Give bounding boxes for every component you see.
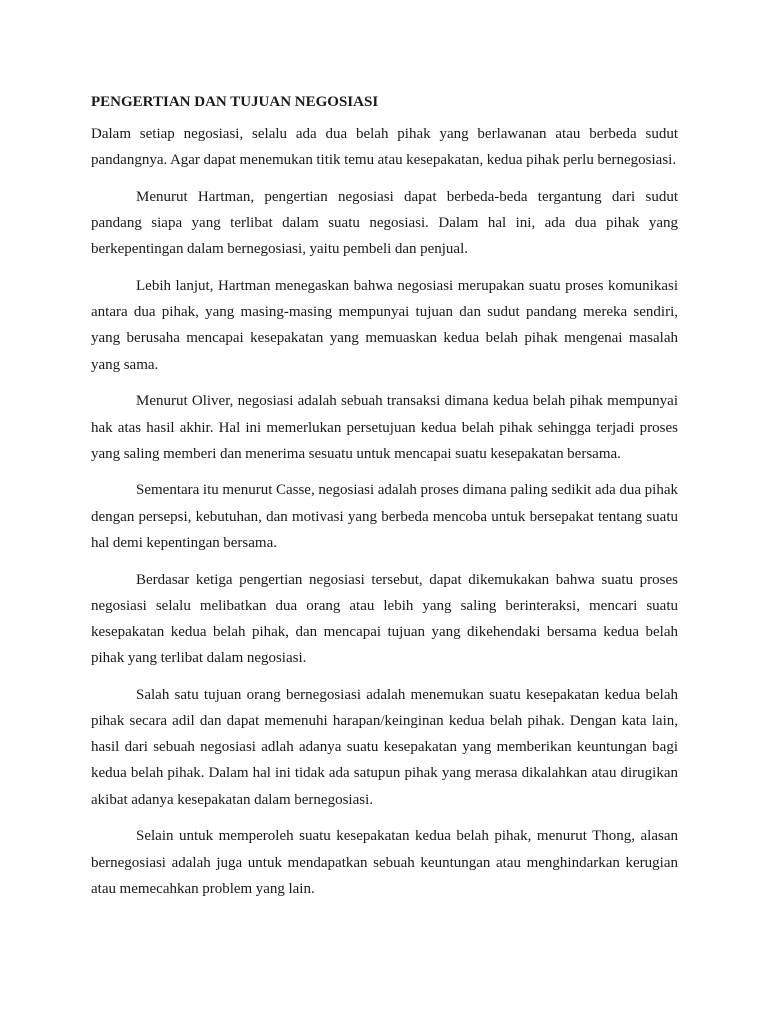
document-page — [91, 93, 678, 902]
paragraph-purpose: Salah satu tujuan orang bernegosiasi adalah menemukan suatu kesepakatan kedua belah pihak secara adil dan dapat memenuhi harapan/keinginan kedua belah pihak. Dengan kata lain, hasil dari sebuah negosiasi adlah adanya suatu kesepakatan yang memberikan keuntungan bagi kedua belah pihak. Dalam hal ini tidak ada satupun pihak yang merasa dikalahkan atau dirugikan akibat adanya kesepakatan dalam bernegosiasi. — [91, 686, 678, 808]
paragraph-conclusion: Berdasar ketiga pengertian negosiasi tersebut, dapat dikemukakan bahwa suatu proses negosiasi selalu melibatkan dua orang atau lebih yang saling berinteraksi, mencari suatu kesepakatan kedua belah pihak, dan mencapai tujuan yang dikehendaki bersama kedua belah pihak yang terlibat dalam negosiasi. — [91, 571, 678, 667]
paragraph-intro: Dalam setiap negosiasi, selalu ada dua belah pihak yang berlawanan atau berbeda sudut pandangnya. Agar dapat menemukan titik temu atau kesepakatan, kedua pihak perlu bernegosiasi. — [91, 126, 678, 169]
paragraph-hartman-process: Lebih lanjut, Hartman menegaskan bahwa negosiasi merupakan suatu proses komunikasi antara dua pihak, yang masing-masing mempunyai tujuan dan sudut pandang mereka sendiri, yang berusaha mencapai kesepakatan yang memuaskan kedua belah pihak mengenai masalah yang sama. — [91, 278, 678, 373]
paragraph-thong: Selain untuk memperoleh suatu kesepakatan kedua belah pihak, menurut Thong, alasan bernegosiasi adalah juga untuk mendapatkan sebuah keuntungan atau menghindarkan kerugian atau memecahkan problem yang lain. — [91, 828, 678, 897]
document-title: PENGERTIAN DAN TUJUAN NEGOSIASI — [91, 94, 379, 110]
paragraph-hartman-definition: Menurut Hartman, pengertian negosiasi dapat berbeda-beda tergantung dari sudut pandang siapa yang terlibat dalam suatu negosiasi. Dalam hal ini, ada dua pihak yang berkepentingan dalam bernegosiasi, yaitu pembeli dan penjual. — [91, 188, 678, 258]
paragraph-oliver: Menurut Oliver, negosiasi adalah sebuah transaksi dimana kedua belah pihak mempunyai hak atas hasil akhir. Hal ini memerlukan persetujuan kedua belah pihak sehingga terjadi proses yang saling memberi dan menerima sesuatu untuk mencapai suatu kesepakatan bersama. — [91, 393, 678, 462]
paragraph-casse: Sementara itu menurut Casse, negosiasi adalah proses dimana paling sedikit ada dua pihak dengan persepsi, kebutuhan, dan motivasi yang berbeda mencoba untuk bersepakat tentang suatu hal demi kepentingan bersama. — [91, 482, 678, 551]
